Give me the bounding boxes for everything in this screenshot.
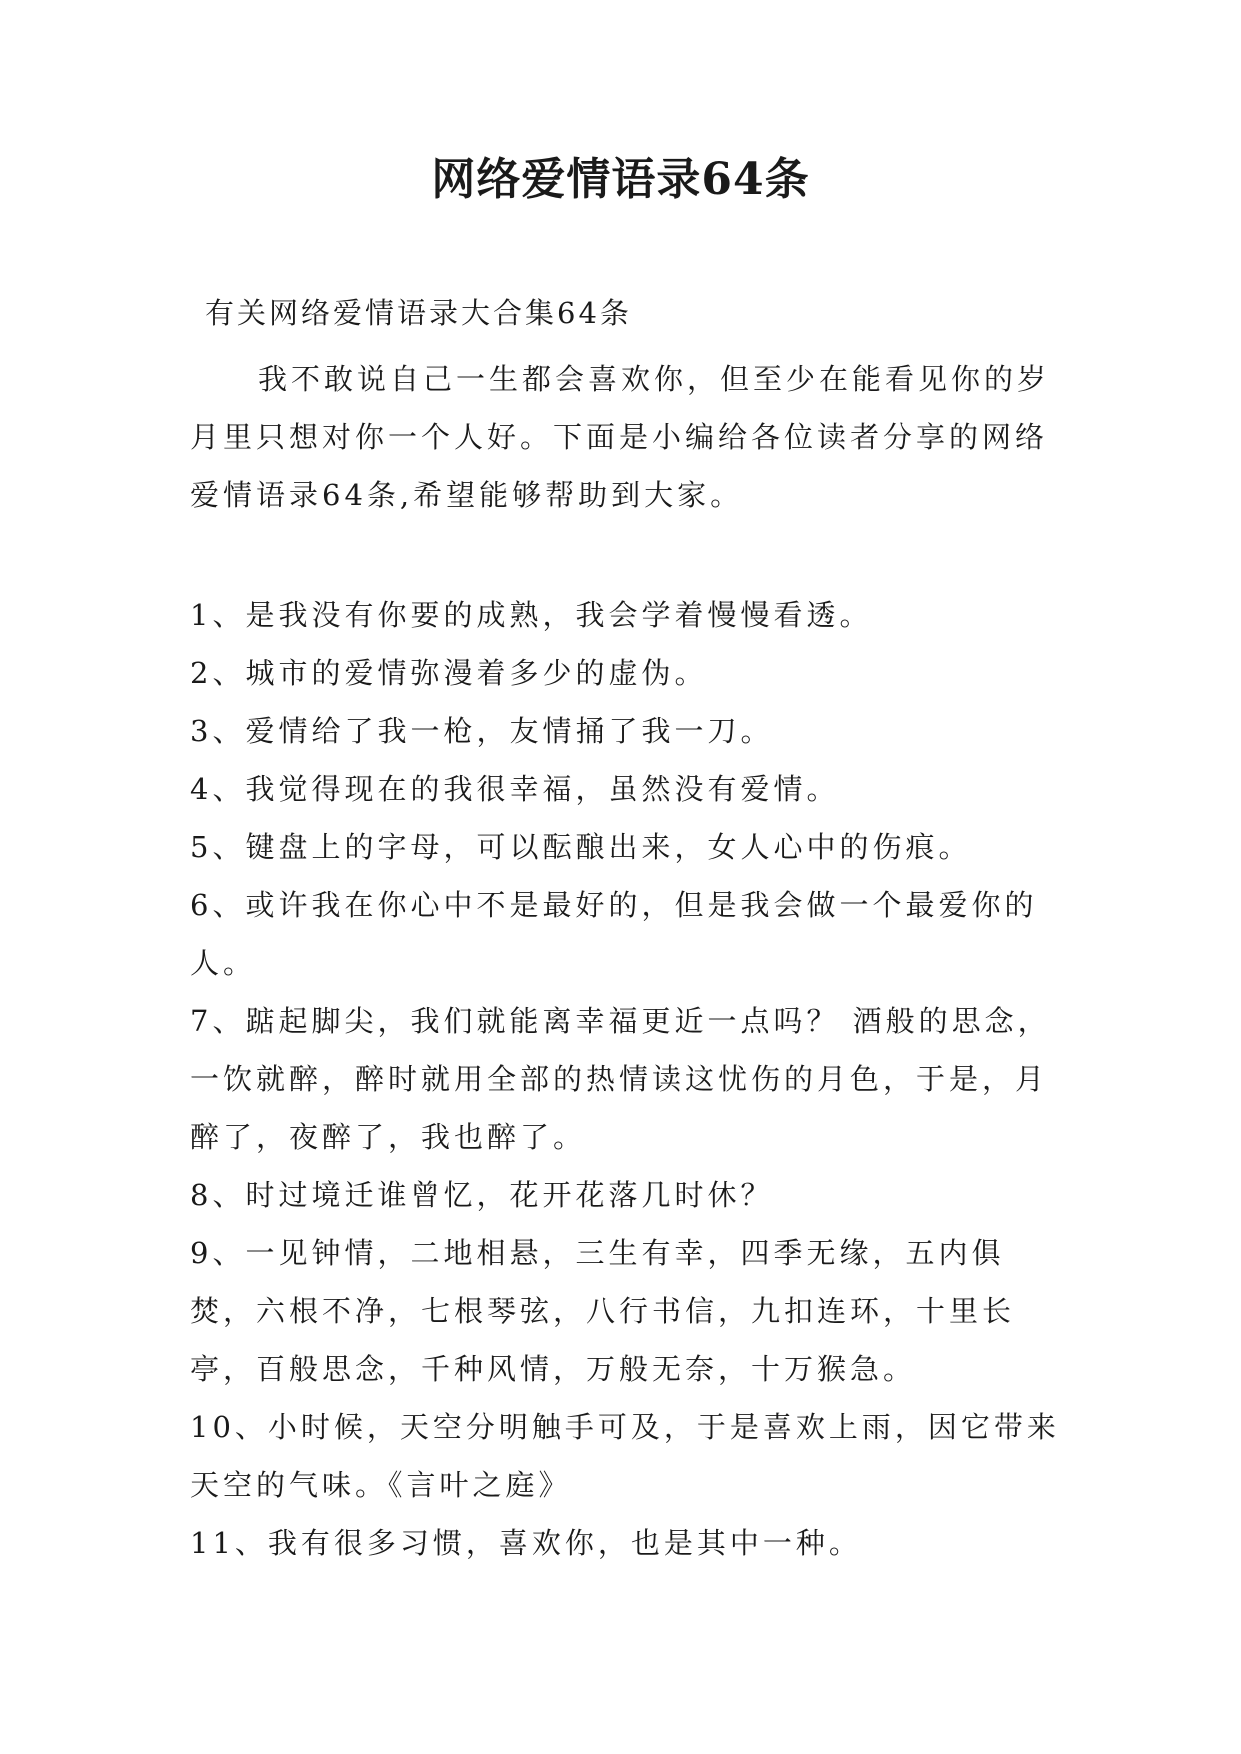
quote-item-3: 3、爱情给了我一枪，友情捅了我一刀。 bbox=[190, 714, 774, 748]
quote-item-6: 6、或许我在你心中不是最好的，但是我会做一个最爱你的人。 bbox=[190, 888, 1038, 980]
intro-paragraph: 我不敢说自己一生都会喜欢你，但至少在能看见你的岁月里只想对你一个人好。下面是小编给各位读者分享的网络爱情语录64条,希望能够帮助到大家。 bbox=[190, 362, 1051, 512]
document-subtitle: 有关网络爱情语录大合集64条 bbox=[205, 296, 632, 330]
quote-item-4: 4、我觉得现在的我很幸福，虽然没有爱情。 bbox=[190, 772, 840, 806]
quote-item-2: 2、城市的爱情弥漫着多少的虚伪。 bbox=[190, 656, 708, 690]
quote-item-10: 10、小时候，天空分明触手可及，于是喜欢上雨，因它带来天空的气味。《言叶之庭》 bbox=[190, 1410, 1060, 1502]
quote-item-1: 1、是我没有你要的成熟，我会学着慢慢看透。 bbox=[190, 598, 873, 632]
quote-item-11: 11、我有很多习惯，喜欢你，也是其中一种。 bbox=[190, 1526, 862, 1560]
quote-item-8: 8、时过境迁谁曾忆，花开花落几时休？ bbox=[190, 1178, 774, 1212]
quote-list bbox=[190, 586, 1070, 1572]
quote-item-5: 5、键盘上的字母，可以酝酿出来，女人心中的伤痕。 bbox=[190, 830, 972, 864]
document-title: 网络爱情语录64条 bbox=[431, 154, 810, 205]
quote-item-9: 9、一见钟情，二地相悬，三生有幸，四季无缘，五内俱焚，六根不净，七根琴弦，八行书信，九扣连环，十里长亭，百般思念，千种风情，万般无奈，十万猴急。 bbox=[190, 1236, 1016, 1386]
quote-item-7: 7、踮起脚尖，我们就能离幸福更近一点吗？ 酒般的思念，一饮就醉，醉时就用全部的热情读这忧伤的月色，于是，月醉了，夜醉了，我也醉了。 bbox=[190, 1004, 1051, 1154]
